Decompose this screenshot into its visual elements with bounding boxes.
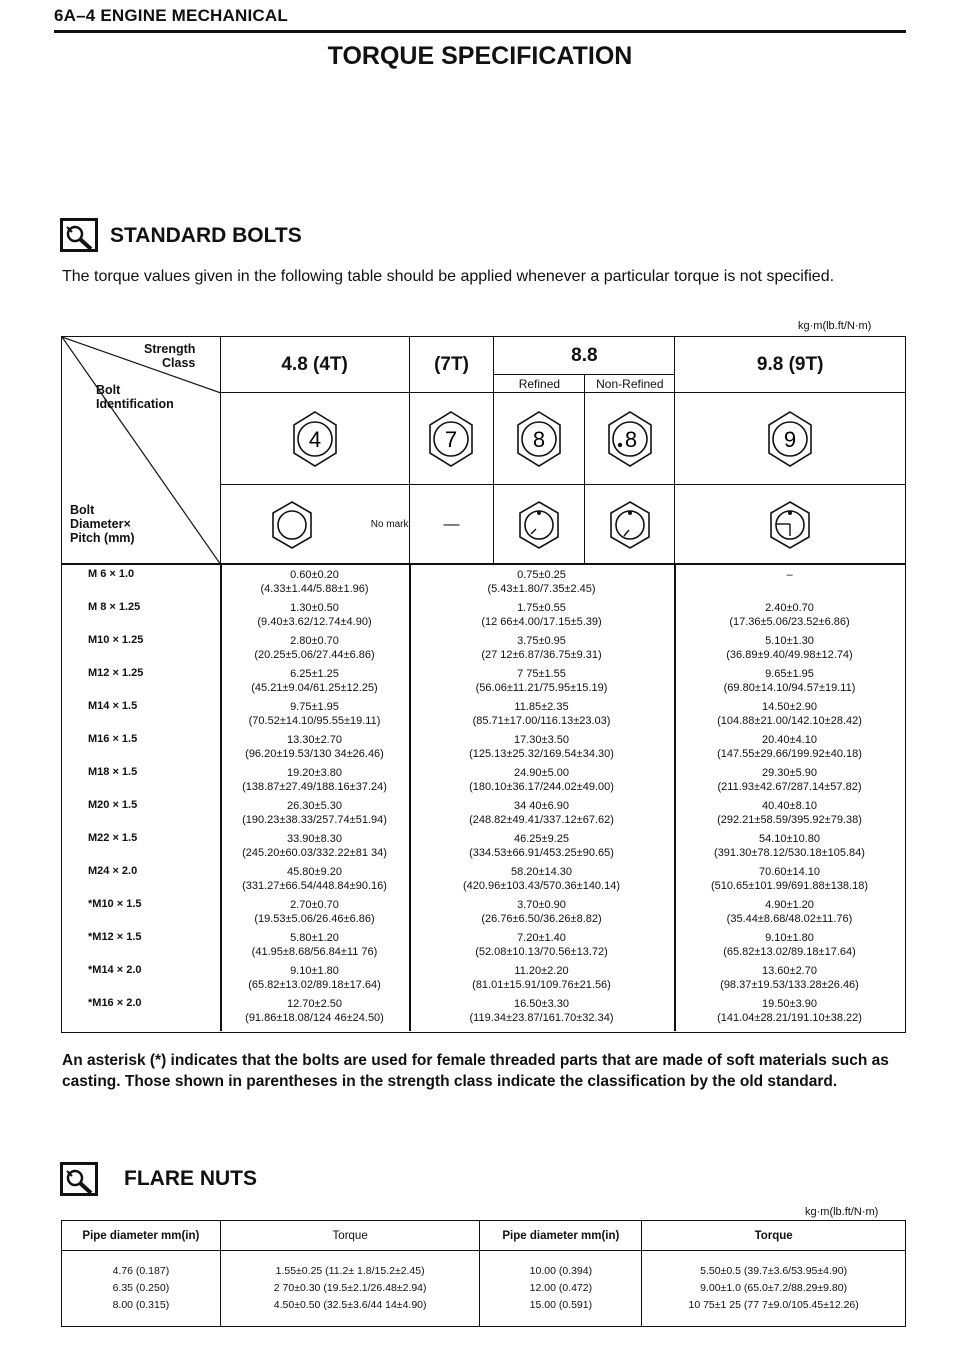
torque-cell-c88 [409, 634, 674, 662]
torque-cell-c98 [674, 601, 905, 629]
torque-value: 7 75±1.55 [517, 668, 566, 680]
row-size-label: M16 × 1.5 [88, 733, 138, 745]
flare-right-torque-0: 5.50±0.5 (39.7±3.6/53.95±4.90) [700, 1265, 848, 1277]
torque-value-converted: (125.13±25.32/169.54±34.30) [469, 748, 614, 760]
torque-cell-c98 [674, 997, 905, 1025]
unit-label: kg·m(lb.ft/N·m) [798, 320, 872, 332]
torque-value-converted: (91.86±18.08/124 46±24.50) [245, 1012, 384, 1024]
torque-cell-c98 [674, 766, 905, 794]
torque-value-converted: (52.08±10.13/70.56±13.72) [475, 946, 608, 958]
id-mark-7-text: 7 [445, 426, 458, 452]
torque-value: 40.40±8.10 [762, 800, 817, 812]
torque-cell-c48 [220, 964, 409, 992]
bolt-class-header-table [61, 336, 906, 565]
torque-value-converted: (12 66±4.00/17.15±5.39) [481, 616, 602, 628]
id-mark-8-refined-text: 8 [533, 426, 546, 452]
torque-value: 13.30±2.70 [287, 734, 342, 746]
flare-right-pipe-2: 15.00 (0.591) [529, 1299, 593, 1311]
torque-cell-c88 [409, 766, 674, 794]
torque-value-converted: (420.96±103.43/570.36±140.14) [462, 880, 621, 892]
torque-cell-c88 [409, 898, 674, 926]
flare-left-pipes [62, 1251, 221, 1327]
torque-cell-c98 [674, 568, 905, 582]
torque-value: 1.30±0.50 [290, 602, 339, 614]
torque-value: 11.20±2.20 [514, 965, 569, 977]
torque-value-converted: (65.82±13.02/89.18±17.64) [248, 979, 381, 991]
torque-value-converted: (27 12±6.87/36.75±9.31) [481, 649, 602, 661]
head-mark-7t [409, 485, 494, 565]
flare-right-torques [642, 1251, 906, 1327]
torque-cell-c48 [220, 997, 409, 1025]
row-size-label: *M10 × 1.5 [88, 898, 142, 910]
torque-cell-c98 [674, 832, 905, 860]
torque-cell-c88 [409, 964, 674, 992]
torque-value: 9.75±1.95 [290, 701, 339, 713]
torque-value: 19.50±3.90 [762, 998, 817, 1010]
header-rule [54, 30, 906, 33]
torque-value-converted: (17.36±5.06/23.52±6.86) [729, 616, 850, 628]
wrench-icon-2 [60, 1162, 98, 1196]
intro-paragraph: The torque values given in the following table should be applied whenever a particular torque is not specified. [62, 268, 835, 285]
torque-value: 3.70±0.90 [517, 899, 566, 911]
torque-value: 6.25±1.25 [290, 668, 339, 680]
torque-value-converted: (248.82±49.41/337.12±67.62) [469, 814, 614, 826]
torque-values-table [61, 563, 906, 1033]
flare-nuts-table [61, 1220, 906, 1327]
torque-value-converted: (190.23±38.33/257.74±51.94) [242, 814, 387, 826]
row-size-label: M 6 × 1.0 [88, 568, 135, 580]
class-9-8: 9.8 (9T) [675, 337, 906, 393]
corner-diameter: Diameter× [70, 517, 131, 531]
torque-cell-c88 [409, 865, 674, 893]
torque-cell-c98 [674, 865, 905, 893]
torque-cell-c98 [674, 898, 905, 926]
torque-value: 2.70±0.70 [290, 899, 339, 911]
flare-header-pipe-1: Pipe diameter mm(in) [62, 1221, 221, 1251]
torque-cell-c88 [409, 601, 674, 629]
torque-cell-c48 [220, 931, 409, 959]
asterisk-note: An asterisk (*) indicates that the bolts are used for female threaded parts that are made of soft materials such as casting. Those shown in parentheses in the strength class indicate the classification by the old standard. [62, 1052, 889, 1090]
torque-value-converted: (98.37±19.53/133.28±26.46) [720, 979, 859, 991]
torque-value-converted: (4.33±1.44/5.88±1.96) [260, 583, 369, 595]
flare-right-pipe-1: 12.00 (0.472) [529, 1282, 593, 1294]
torque-value-converted: (35.44±8.68/48.02±11.76) [726, 913, 853, 925]
torque-cell-c88 [409, 568, 674, 596]
torque-value-converted: (26.76±6.50/36.26±8.82) [481, 913, 602, 925]
corner-strength: Strength [144, 342, 196, 356]
flare-header-torque-2: Torque [642, 1221, 906, 1251]
torque-value-converted: (104.88±21.00/142.10±28.42) [717, 715, 862, 727]
torque-cell-c88 [409, 667, 674, 695]
torque-value-converted: (56.06±11.21/75.95±15.19) [475, 682, 608, 694]
torque-value: 9.10±1.80 [290, 965, 339, 977]
torque-value-converted: (141.04±28.21/191.10±38.22) [717, 1012, 862, 1024]
torque-cell-c98 [674, 799, 905, 827]
torque-cell-c98 [674, 964, 905, 992]
head-mark-8-refined [494, 485, 585, 565]
id-mark-8-nonrefined-text: 8 [624, 426, 637, 452]
row-size-label: M20 × 1.5 [88, 799, 138, 811]
torque-value-converted: (138.87±27.49/188.16±37.24) [242, 781, 387, 793]
torque-value-converted: (5.43±1.80/7.35±2.45) [487, 583, 596, 595]
torque-value: 2.80±0.70 [290, 635, 339, 647]
torque-value: 1.75±0.55 [517, 602, 566, 614]
torque-cell-c48 [220, 865, 409, 893]
torque-cell-c98 [674, 733, 905, 761]
torque-value-converted: (81.01±15.91/109.76±21.56) [472, 979, 611, 991]
corner-bolt: Bolt [96, 383, 121, 397]
torque-value: 24.90±5.00 [514, 767, 569, 779]
torque-value: 54.10±10.80 [758, 833, 821, 845]
torque-value-converted: (9.40±3.62/12.74±4.90) [257, 616, 372, 628]
torque-value: 58.20±14.30 [510, 866, 573, 878]
sub-nonrefined: Non-Refined [585, 375, 675, 393]
head-mark-9-8 [675, 485, 906, 565]
torque-value: 5.80±1.20 [290, 932, 339, 944]
torque-value-converted: (391.30±78.12/530.18±105.84) [714, 847, 865, 859]
torque-cell-c48 [220, 634, 409, 662]
flare-left-torques [220, 1251, 480, 1327]
torque-cell-c48 [220, 568, 409, 596]
torque-value-converted: (69.80±14.10/94.57±19.11) [723, 682, 856, 694]
torque-cell-c98 [674, 634, 905, 662]
torque-value-converted: (45.21±9.04/61.25±12.25) [251, 682, 378, 694]
id-mark-9 [675, 393, 906, 485]
row-size-label: M24 × 2.0 [88, 865, 138, 877]
no-mark-label: No mark [370, 519, 409, 530]
id-mark-8-nonrefined [585, 393, 675, 485]
flare-right-pipe-0: 10.00 (0.394) [529, 1265, 593, 1277]
torque-value: 12.70±2.50 [287, 998, 342, 1010]
torque-value: 46.25±9.25 [514, 833, 569, 845]
flare-right-pipes [480, 1251, 642, 1327]
class-8-8: 8.8 [494, 337, 675, 375]
torque-value: 20.40±4.10 [762, 734, 817, 746]
row-size-label: *M12 × 1.5 [88, 931, 142, 943]
torque-cell-c88 [409, 931, 674, 959]
torque-value: 17.30±3.50 [514, 734, 569, 746]
torque-value-converted: (292.21±58.59/395.92±79.38) [717, 814, 862, 826]
torque-cell-c48 [220, 832, 409, 860]
torque-value: – [786, 569, 793, 581]
torque-value-converted: (211.93±42.67/287.14±57.82) [717, 781, 862, 793]
row-size-label: M18 × 1.5 [88, 766, 138, 778]
corner-bolt-2: Bolt [70, 503, 95, 517]
flare-left-torque-0: 1.55±0.25 (11.2± 1.8/15.2±2.45) [275, 1265, 425, 1277]
class-7t: (7T) [409, 337, 494, 393]
torque-value: 5.10±1.30 [765, 635, 814, 647]
torque-value-converted: (334.53±66.91/453.25±90.65) [469, 847, 614, 859]
torque-cell-c88 [409, 997, 674, 1025]
torque-value: 3.75±0.95 [517, 635, 566, 647]
head-mark-8-nonrefined [585, 485, 675, 565]
corner-identification: Identification [96, 397, 174, 411]
torque-cell-c98 [674, 700, 905, 728]
flare-right-torque-2: 10 75±1 25 (77 7±9.0/105.45±12.26) [688, 1299, 859, 1311]
torque-value: 14.50±2.90 [762, 701, 817, 713]
torque-cell-c48 [220, 601, 409, 629]
head-mark-4-8 [220, 485, 409, 565]
flare-left-pipe-2: 8.00 (0.315) [112, 1299, 170, 1311]
id-mark-8-refined [494, 393, 585, 485]
torque-value-converted: (20.25±5.06/27.44±6.86) [254, 649, 375, 661]
torque-value-converted: (180.10±36.17/244.02±49.00) [469, 781, 614, 793]
id-mark-4-text: 4 [308, 426, 321, 452]
flare-right-torque-1: 9.00±1.0 (65.0±7.2/88.29±9.80) [700, 1282, 848, 1294]
flare-left-torque-1: 2 70±0.30 (19.5±2.1/26.48±2.94) [273, 1282, 427, 1294]
row-size-label: M22 × 1.5 [88, 832, 138, 844]
class-4-8: 4.8 (4T) [220, 337, 409, 393]
wrench-icon [60, 218, 98, 252]
torque-value-converted: (119.34±23.87/161.70±32.34) [469, 1012, 614, 1024]
torque-cell-c48 [220, 766, 409, 794]
torque-value: 9.10±1.80 [765, 932, 814, 944]
row-size-label: M14 × 1.5 [88, 700, 138, 712]
torque-cell-c48 [220, 799, 409, 827]
sub-refined: Refined [494, 375, 585, 393]
torque-value: 7.20±1.40 [517, 932, 566, 944]
flare-left-pipe-0: 4.76 (0.187) [112, 1265, 170, 1277]
torque-cell-c88 [409, 832, 674, 860]
row-size-label: M 8 × 1.25 [88, 601, 141, 613]
flare-header-torque-1: Torque [220, 1221, 480, 1251]
row-size-label: M12 × 1.25 [88, 667, 144, 679]
standard-bolts-heading: STANDARD BOLTS [110, 224, 302, 247]
torque-value-converted: (147.55±29.66/199.92±40.18) [717, 748, 862, 760]
torque-value: 2.40±0.70 [765, 602, 814, 614]
torque-value-converted: (96.20±19.53/130 34±26.46) [245, 748, 384, 760]
id-mark-9-text: 9 [784, 426, 797, 452]
torque-cell-c88 [409, 799, 674, 827]
torque-cell-c98 [674, 667, 905, 695]
torque-value-converted: (19.53±5.06/26.46±6.86) [254, 913, 375, 925]
torque-value-converted: (41.95±8.68/56.84±11 76) [251, 946, 378, 958]
torque-cell-c88 [409, 733, 674, 761]
id-mark-4 [220, 393, 409, 485]
torque-value: 45.80±9.20 [287, 866, 342, 878]
torque-value: 33.90±8.30 [287, 833, 342, 845]
torque-cell-c48 [220, 733, 409, 761]
corner-cell [62, 337, 221, 565]
torque-value: 26.30±5.30 [287, 800, 342, 812]
corner-pitch: Pitch (mm) [70, 531, 135, 545]
head-mark-dash: — [443, 515, 460, 533]
torque-value: 0.60±0.20 [290, 569, 339, 581]
torque-value-converted: (70.52±14.10/95.55±19.11) [248, 715, 381, 727]
torque-value-converted: (65.82±13.02/89.18±17.64) [723, 946, 856, 958]
torque-cell-c48 [220, 898, 409, 926]
page-header: 6A–4 ENGINE MECHANICAL [54, 6, 288, 25]
flare-nuts-heading: FLARE NUTS [124, 1167, 257, 1190]
corner-class: Class [162, 356, 196, 370]
torque-cell-c48 [220, 700, 409, 728]
row-size-label: *M14 × 2.0 [88, 964, 142, 976]
torque-value: 9.65±1.95 [765, 668, 814, 680]
torque-value: 4.90±1.20 [765, 899, 814, 911]
torque-value-converted: (245.20±60.03/332.22±81 34) [242, 847, 387, 859]
torque-value-converted: (510.65±101.99/691.88±138.18) [710, 880, 869, 892]
torque-value: 11.85±2.35 [514, 701, 569, 713]
torque-value: 19.20±3.80 [287, 767, 342, 779]
torque-value: 70.60±14.10 [758, 866, 821, 878]
torque-cell-c88 [409, 700, 674, 728]
torque-value: 34 40±6.90 [514, 800, 569, 812]
row-size-label: M10 × 1.25 [88, 634, 144, 646]
torque-cell-c48 [220, 667, 409, 695]
torque-value-converted: (36.89±9.40/49.98±12.74) [726, 649, 853, 661]
page-title: TORQUE SPECIFICATION [327, 42, 633, 70]
torque-value-converted: (85.71±17.00/116.13±23.03) [472, 715, 611, 727]
torque-value: 13.60±2.70 [762, 965, 817, 977]
torque-cell-c98 [674, 931, 905, 959]
torque-value: 29.30±5.90 [762, 767, 817, 779]
row-size-label: *M16 × 2.0 [88, 997, 142, 1009]
torque-value-converted: (331.27±66.54/448.84±90.16) [242, 880, 387, 892]
torque-value: 16.50±3.30 [514, 998, 569, 1010]
torque-value: 0.75±0.25 [517, 569, 566, 581]
flare-header-pipe-2: Pipe diameter mm(in) [480, 1221, 642, 1251]
flare-unit-label: kg·m(lb.ft/N·m) [805, 1206, 879, 1218]
flare-left-pipe-1: 6.35 (0.250) [112, 1282, 170, 1294]
id-mark-7 [409, 393, 494, 485]
flare-left-torque-2: 4.50±0.50 (32.5±3.6/44 14±4.90) [273, 1299, 427, 1311]
